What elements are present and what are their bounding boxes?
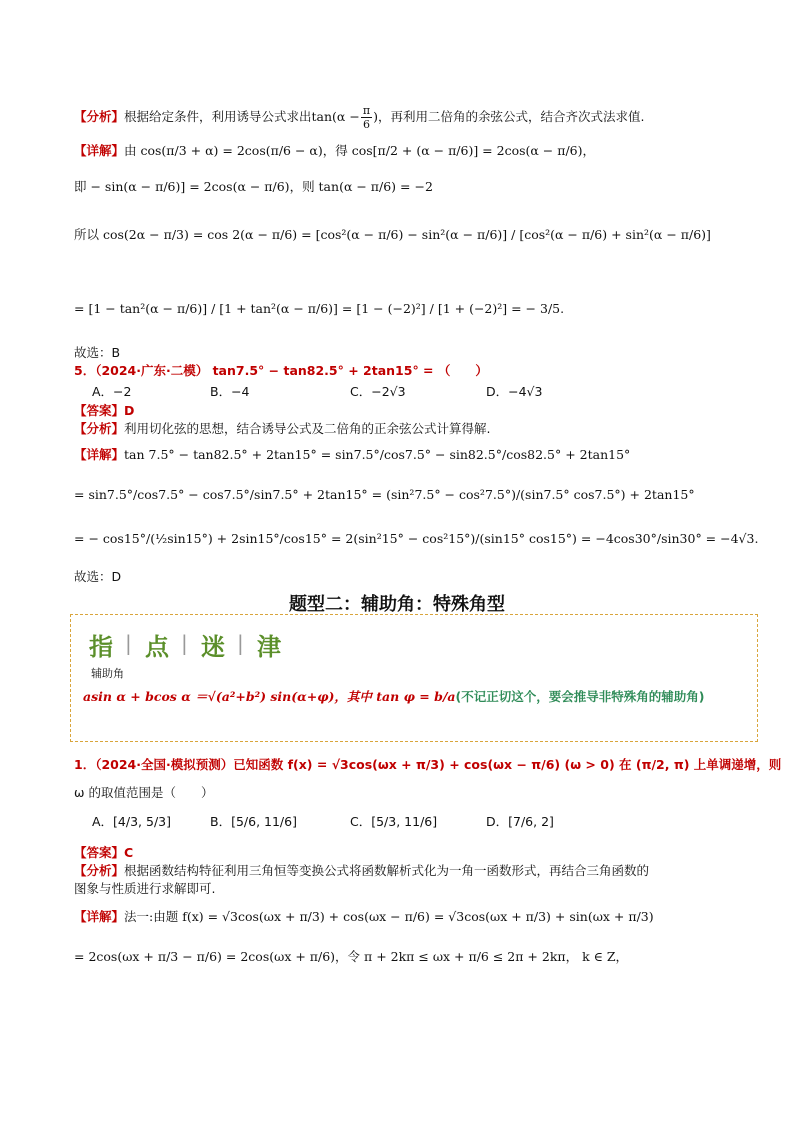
question-1: 1．（2024·全国·模拟预测）已知函数 f(x) = √3cos(ωx + π/3) + cos(ωx − π/6) (ω > 0) 在 (π/2, π) 上单调递增，则 [74, 757, 782, 772]
detail-line-3: 所以 cos(2α − π/3) = cos 2(α − π/6) = [cos²(α − π/6) − sin²(α − π/6)] / [cos²(α − π/6) + sin²(α − π/6)] [74, 227, 711, 242]
choice-line-5: 故选：D [74, 569, 122, 584]
analysis-label-q1: 【分析】 [74, 863, 125, 878]
detail-line-4: = [1 − tan²(α − π/6)] / [1 + tan²(α − π/6)] = [1 − (−2)²] / [1 + (−2)²] = − 3/5. [74, 301, 565, 316]
tip-formula [83, 687, 704, 705]
fraction-pi-6: $\frac{\pi}{6}$ [362, 104, 371, 131]
formula-note: (不记正切这个，要会推导非特殊角的辅助角) [455, 689, 705, 704]
analysis-text-5: 利用切化弦的思想，结合诱导公式及二倍角的正余弦公式计算得解. [124, 421, 491, 436]
q1-option-d: D．[7/6, 2] [486, 814, 554, 829]
q1-option-c: C．[5/3, 11/6] [350, 814, 438, 829]
answer-line-5 [74, 402, 134, 420]
tip-box: 指 | 点 | 迷 | 津 辅助角 asin α + bcos α ＝√(a²+b²) sin(α+φ)，其中 tan φ = b/a(不记正切这个，要会推导非特殊角的辅助角) [70, 614, 758, 742]
analysis-line-q1 [74, 862, 649, 880]
detail-q1-1: 法一:由题 f(x) = √3cos(ωx + π/3) + cos(ωx − π/6) = √3cos(ωx + π/3) + sin(ωx + π/3) [124, 909, 654, 924]
tip-word-2: 点 [145, 632, 169, 661]
answer-label: 【答案】 [74, 403, 125, 418]
analysis-math: tan(α − [311, 109, 360, 124]
analysis-line-5 [74, 420, 491, 438]
analysis-line-q1-cont: 图象与性质进行求解即可. [74, 881, 216, 896]
analysis-text-q1: 根据函数结构特征利用三角恒等变换公式将函数解析式化为一角一函数形式，再结合三角函数的 [124, 863, 650, 878]
detail-line-q1-2: = 2cos(ωx + π/3 − π/6) = 2cos(ωx + π/6)，令 π + 2kπ ≤ ωx + π/6 ≤ 2π + 2kπ， k ∈ Z， [74, 949, 629, 964]
tip-word-3: 迷 [201, 632, 225, 661]
option-d: D．−4√3 [486, 384, 543, 399]
tip-subtitle: 辅助角 [91, 667, 124, 680]
tip-word-1: 指 [89, 632, 113, 661]
answer-line-q1 [74, 844, 133, 862]
answer-value-5: D [124, 403, 135, 418]
choice-line-1: 故选：B [74, 345, 121, 360]
analysis-text-post: ，再利用二倍角的余弦公式，结合齐次式法求值. [377, 109, 645, 124]
option-c: C．−2√3 [350, 384, 406, 399]
detail-label: 【详解】 [74, 143, 125, 158]
question-5: 5．（2024·广东·二模） tan7.5° − tan82.5° + 2tan15° = （ ） [74, 363, 488, 378]
detail-line-2: 即 − sin(α − π/6)] = 2cos(α − π/6)，则 tan(α − π/6) = −2 [74, 179, 433, 194]
detail-5-1: tan 7.5° − tan82.5° + 2tan15° = sin7.5°/cos7.5° − sin82.5°/cos82.5° + 2tan15° [124, 447, 631, 462]
detail-line-5-1 [74, 446, 630, 464]
analysis-label: 【分析】 [74, 109, 125, 124]
tip-word-4: 津 [257, 632, 281, 661]
detail-line-5-2: = sin7.5°/cos7.5° − cos7.5°/sin7.5° + 2tan15° = (sin²7.5° − cos²7.5°)/(sin7.5° cos7.5°) + 2tan15° [74, 487, 695, 502]
formula-text: asin α + bcos α ＝√(a²+b²) sin(α+φ)，其中 tan φ = b/a [83, 689, 456, 704]
detail-text-1: 由 cos(π/3 + α) = 2cos(π/6 − α)，得 cos[π/2 + (α − π/6)] = 2cos(α − π/6)， [124, 143, 596, 158]
section-title: 题型二：辅助角：特殊角型 [289, 594, 505, 615]
detail-label-5: 【详解】 [74, 447, 125, 462]
detail-line-5-3: = − cos15°/(½sin15°) + 2sin15°/cos15° = 2(sin²15° − cos²15°)/(sin15° cos15°) = −4cos30°/sin30° = −4√3. [74, 531, 759, 546]
option-a: A．−2 [92, 384, 132, 399]
analysis-label-5: 【分析】 [74, 421, 125, 436]
question-1-cont: ω 的取值范围是（ ） [74, 785, 214, 800]
analysis-line: 【分析】根据给定条件，利用诱导公式求出tan(α − $\frac{\pi}{6}$ )，再利用二倍角的余弦公式，结合齐次式法求值. [74, 104, 645, 131]
detail-line-1 [74, 142, 595, 160]
option-b: B．−4 [210, 384, 250, 399]
detail-line-q1-1 [74, 908, 654, 926]
q1-option-b: B．[5/6, 11/6] [210, 814, 297, 829]
answer-value-q1: C [124, 845, 134, 860]
q1-option-a: A．[4/3, 5/3] [92, 814, 171, 829]
answer-label-q1: 【答案】 [74, 845, 125, 860]
detail-label-q1: 【详解】 [74, 909, 125, 924]
analysis-text-pre: 根据给定条件，利用诱导公式求出 [124, 109, 312, 124]
